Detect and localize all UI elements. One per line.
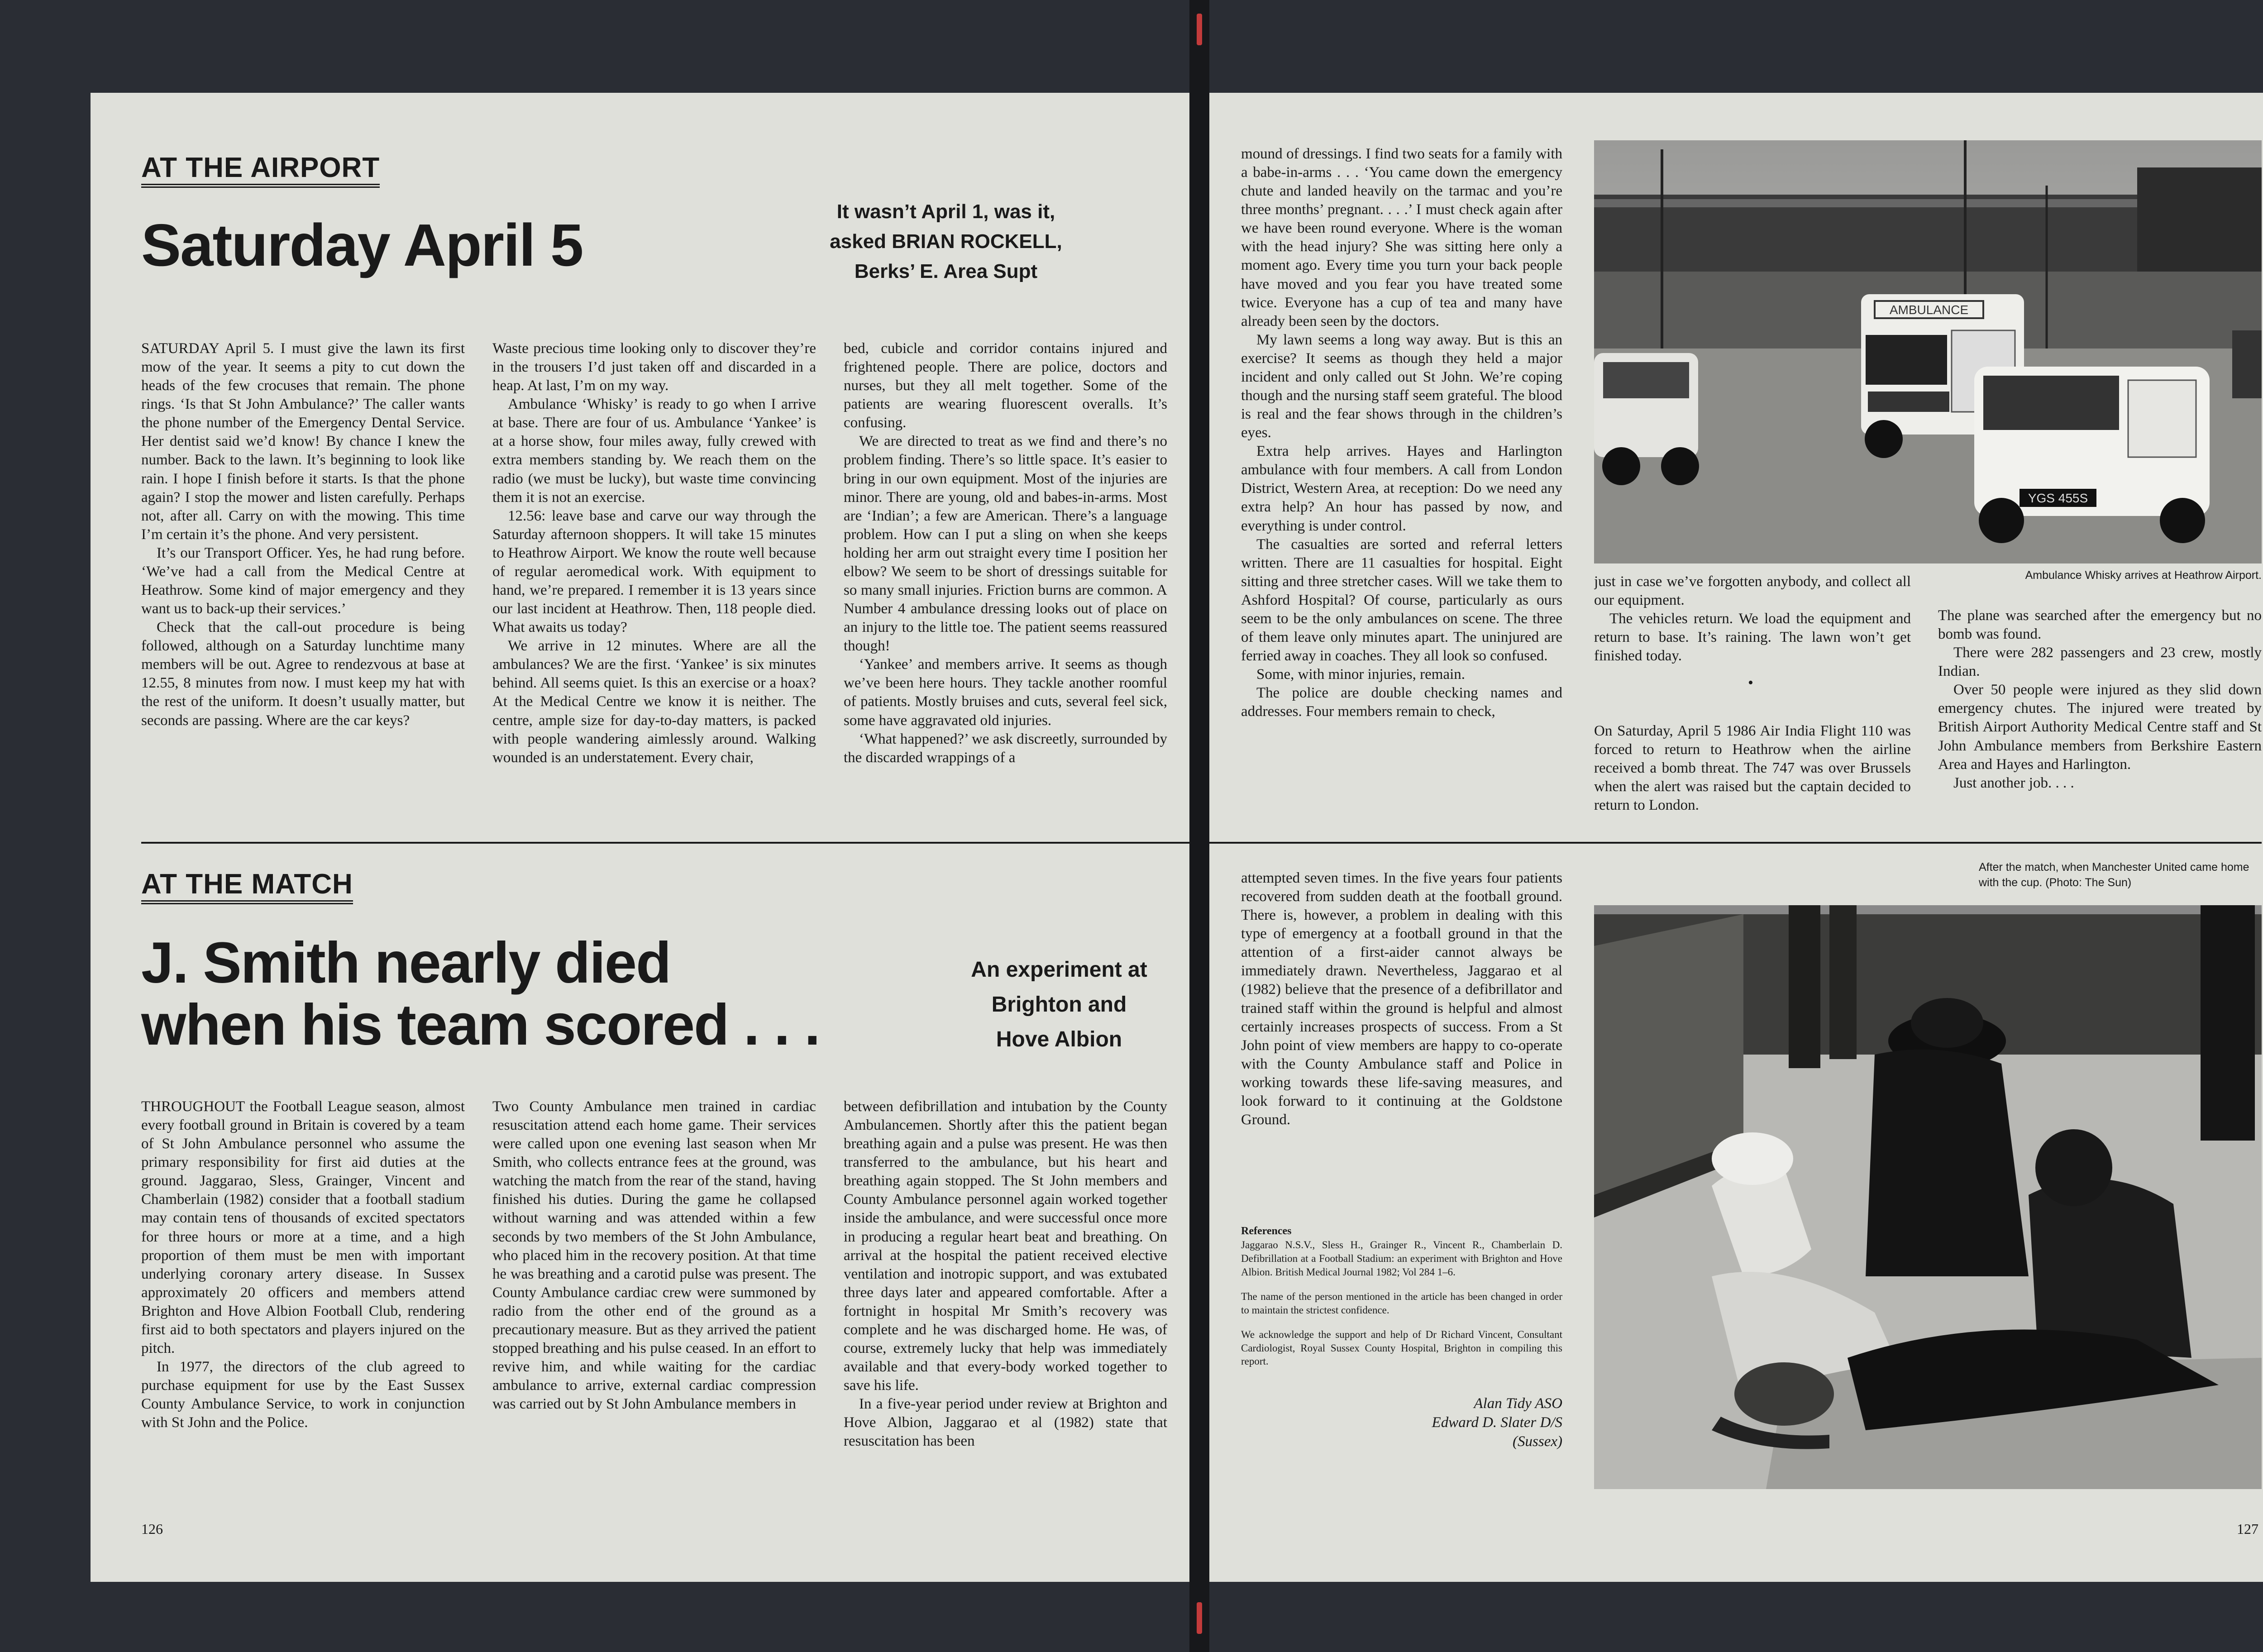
paragraph: SATURDAY April 5. I must give the lawn its first mow of the year. It seems a pity to cut down the heads of the few crocuses that remain. The phone rings. ‘Is that St John Ambulance?’ The caller wants the phone number of the Emergency Dental Service. Her dentist said we’d know! By chance I knew the number. Back to the lawn. It’s beginning to look like rain. I hope I finish before it starts. Is that the phone again? I stop the mower and listen carefully. Perhaps not, after all. Carry on with the mowing. This time I’m certain it’s the phone. And very persistent.: [141, 340, 465, 543]
paragraph: The plane was searched after the emergency but no bomb was found.: [1938, 607, 2262, 643]
section-kicker-match: AT THE MATCH: [141, 870, 353, 904]
paragraph: ‘What happened?’ we ask discreetly, surrounded by the discarded wrappings of a: [844, 731, 1167, 766]
headline-match: [141, 932, 820, 1056]
article-column: [1241, 869, 1562, 1258]
paragraph: It’s our Transport Officer. Yes, he had rung before. ‘We’ve had a call from the Medical Centre at Heathrow. Some kind of major emergency and they want us to back-up their services.’: [141, 544, 465, 617]
paragraph: Some, with minor injuries, remain.: [1256, 666, 1466, 683]
article-column: [844, 339, 1167, 923]
article-column: [141, 1098, 465, 1573]
deck-line: It wasn’t April 1, was it,: [836, 201, 1055, 223]
references-text: Jaggarao N.S.V., Sless H., Grainger R., Vincent R., Chamberlain D. Defibrillation at a Football Stadium: an experiment with Brighton and Hove Albion. British Medical Journal 1982; Vol 284 1–6.: [1241, 1239, 1562, 1278]
paragraph: The vehicles return. We load the equipment and return to base. It’s raining. The lawn won’t get finished today.: [1594, 611, 1911, 664]
sidebar-text: On Saturday, April 5 1986 Air India Flight 110 was forced to return to Heathrow when the airline received a bomb threat. The 747 was over Brussels when the alert was raised but the captain decided to return to London.: [1594, 723, 1911, 814]
paragraph: Over 50 people were injured as they slid down emergency chutes. The injured were treated by British Airport Authority Medical Centre staff and St John Ambulance members from Berkshire Eastern Area and Hayes and Harlington.: [1938, 682, 2262, 773]
paragraph: In a five-year period under review at Brighton and Hove Albion, Jaggarao et al (1982) state that resuscitation has been: [844, 1396, 1167, 1450]
photo-caption: Ambulance Whisky arrives at Heathrow Airport.: [2025, 569, 2262, 582]
deck-match: [941, 953, 1177, 1057]
paragraph: Check that the call-out procedure is being followed, although on a Saturday lunchtime many members will be out. Agree to rendezvous at base at 12.55, 8 minutes from now. I must keep my hat with the rest of the uniform. It doesn’t usually matter, but seconds are passing. Where are the car keys?: [141, 619, 465, 729]
ambulance-roof-sign: AMBULANCE: [1889, 303, 1969, 317]
section-divider: [141, 842, 1189, 844]
binding-thread: [1197, 14, 1202, 45]
deck-airport: [774, 197, 1118, 286]
separator-bullet: •: [1748, 674, 1753, 691]
headline-line: when his team scored . . .: [141, 992, 820, 1057]
paragraph: 12.56: leave base and carve our way through the Saturday afternoon shoppers. It will take 15 minutes to Heathrow Airport. We know the route well because of regular aeromedical work. With equipment to hand, we’re prepared. I remember it is 13 years since our last incident at Heathrow. Then, 118 people died. What awaits us today?: [492, 507, 816, 636]
paragraph: Ambulance ‘Whisky’ is ready to go when I arrive at base. There are four of us. Ambulance ‘Yankee’ is at a horse show, four miles away, fully crewed with extra members standing by. We reach them on the radio (we must be lucky), but waste time convincing them it is not an exercise.: [492, 396, 816, 506]
page-number: 127: [2237, 1521, 2258, 1537]
paragraph: Extra help arrives. Hayes and Harlington ambulance with four members. A call from London District, Western Area, at reception: Do we need any extra help? An hour has passed by now, and everything is under control.: [1241, 443, 1562, 534]
article-column: [141, 339, 465, 923]
paragraph: Waste precious time looking only to discover they’re in the trousers I’d just taken off and discarded in a heap. At last, I’m on my way.: [492, 340, 816, 394]
paragraph: bed, cubicle and corridor contains injured and frightened people. There are police, doctors and nurses, but they all melt together. Some of the patients are wearing fluorescent overalls. It’s confusing.: [844, 340, 1167, 431]
ambulance-photo: [1594, 140, 2262, 563]
deck-line: Berks’ E. Area Supt: [854, 260, 1038, 282]
page-number: 126: [141, 1521, 163, 1537]
book-spine: [1189, 0, 1209, 1652]
paragraph: There were 282 passengers and 23 crew, mostly Indian.: [1938, 645, 2262, 680]
first-aid-photo: [1594, 905, 2262, 1489]
paragraph: just in case we’ve forgotten anybody, and collect all our equipment.: [1594, 573, 1911, 609]
paragraph: THROUGHOUT the Football League season, almost every football ground in Britain is covered by a team of St John Ambulance personnel who assume the primary responsibility for first aid duties at the ground. Jaggarao, Sless, Grainger, Vincent and Chamberlain (1982) consider that a football stadium may contain tens of thousands of excited spectators for three hours or more at a time, and a high proportion of them must be men with important underlying coronary artery disease. In Sussex approximately 20 officers and members attend Brighton and Hove Albion Football Club, rendering first aid to both spectators and players injured on the pitch.: [141, 1098, 465, 1357]
deck-line: Brighton and: [991, 992, 1127, 1017]
photo-caption: After the match, when Manchester United came home with the cup. (Photo: The Sun): [1979, 861, 2249, 889]
signature-line: Alan Tidy ASO: [1474, 1395, 1562, 1412]
article-column: [492, 339, 816, 923]
headline-airport: Saturday April 5: [141, 212, 583, 278]
signature-line: (Sussex): [1513, 1433, 1562, 1450]
right-page: [1209, 93, 2263, 1582]
section-divider: [1209, 842, 2262, 844]
paragraph: Two County Ambulance men trained in cardiac resuscitation attend each home game. Their services were called upon one evening last season when Mr Smith, who collects entrance fees at the ground, was watching the match from the rear of the stand, having finished his duties. During the game he collapsed without warning and was attended within a few seconds by two members of the St John Ambulance, who placed him in the recovery position. At that time he was breathing and a carotid pulse was present. The County Ambulance cardiac crew were summoned by radio from the other end of the ground as a precautionary measure. But as they arrived the patient stopped breathing and his pulse ceased. In an effort to revive him, and while waiting for the cardiac ambulance to arrive, external cardiac compression was carried out by St John Ambulance members in: [492, 1098, 816, 1413]
binding-thread: [1197, 1602, 1202, 1634]
deck-line: An experiment at: [971, 958, 1147, 982]
confidentiality-note: The name of the person mentioned in the article has been changed in order to maintain the strictest confidence.: [1241, 1290, 1562, 1316]
paragraph: The casualties are sorted and referral letters written. There are 11 casualties for hospital. Eight sitting and three stretcher cases. Will we take them to Ashford Hospital? Of course, particularly as ours seem to be the only ambulances on scene. The three of them leave only minutes apart. The uninjured are ferried away in coaches. They all look so confused.: [1241, 536, 1562, 664]
paragraph: Just another job. . . .: [1953, 774, 2074, 791]
paragraph: attempted seven times. In the five years four patients recovered from sudden death at the football ground. There is, however, a problem in dealing with this type of emergency at a football ground in that the attention of a first-aider cannot always be immediately drawn. Nevertheless, Jaggarao et al (1982) believe that the presence of a defibrillator and trained staff within the ground is helpful and almost certainly increases prospects of success. From a St John point of view members are happy to co-operate with the County Ambulance staff and Police in working towards these life-saving measures, and look forward to it continuing at the Goldstone Ground.: [1241, 870, 1562, 1128]
references: [1241, 1224, 1562, 1368]
paragraph: between defibrillation and intubation by the County Ambulancemen. Shortly after this the patient began breathing again and a pulse was present. He was then transferred to the ambulance, but his heart and breathing again stopped. The St John members and County Ambulance personnel again worked together inside the ambulance, and were successful once more in producing a regular heart beat and breathing. On arrival at the hospital the patient received elective ventilation and inotropic support, and was extubated three days later and appeared comfortable. After a fortnight in hospital Mr Smith’s recovery was complete and he was discharged home. He was, of course, extremely lucky that help was immediately available and that every-body worked together to save his life.: [844, 1098, 1167, 1394]
article-column: [844, 1098, 1167, 1573]
references-title: References: [1241, 1225, 1292, 1237]
paragraph: The police are double checking names and addresses. Four members remain to check,: [1241, 685, 1562, 720]
article-column: [1241, 145, 1562, 842]
headline-line: J. Smith nearly died: [141, 931, 671, 995]
number-plate: YGS 455S: [2028, 491, 2088, 505]
paragraph: In 1977, the directors of the club agreed to purchase equipment for use by the East Sussex County Ambulance Service, to work in conjunction with St John and the Police.: [141, 1359, 465, 1431]
article-column: [492, 1098, 816, 1573]
article-column: [1938, 606, 2262, 842]
paragraph: My lawn seems a long way away. But is this an exercise? It seems as though they held a major incident and only called out St John. We’re coping though and the nursing staff seem grateful. The blood is real and the fear shows through in the children’s eyes.: [1241, 331, 1562, 441]
author-signature: [1241, 1394, 1562, 1451]
sidebar-box: [1594, 722, 1911, 835]
first-aid-photo-drawing: [1594, 905, 2262, 1489]
left-page: [91, 93, 1189, 1582]
deck-line: asked BRIAN ROCKELL,: [830, 230, 1062, 253]
paragraph: ‘Yankee’ and members arrive. It seems as though we’ve been here hours. They tackle another roomful of patients. Mostly bruises and cuts, several feel sick, some have aggravated old injuries.: [844, 656, 1167, 729]
signature-line: Edward D. Slater D/S: [1432, 1414, 1562, 1431]
paragraph: We are directed to treat as we find and there’s no problem finding. There’s so little space. It’s easier to bring in our own equipment. Most of the injuries are minor. There are young, old and babes-in-arms. Most are ‘Indian’; a few are American. There’s a language problem. How can I put a sling on when she keeps holding her arm out straight every time I position her elbow? We seem to be short of dressings suitable for so many small injuries. Friction burns are common. A Number 4 ambulance dressing looks out of place on an injury to the little toe. The patient seems reassured though!: [844, 433, 1167, 654]
acknowledgement-note: We acknowledge the support and help of Dr Richard Vincent, Consultant Cardiologist, Royal Sussex County Hospital, Brighton in compiling this report.: [1241, 1328, 1562, 1367]
ambulance-photo-drawing: [1594, 140, 2262, 563]
deck-line: Hove Albion: [996, 1027, 1122, 1051]
paragraph: We arrive in 12 minutes. Where are all the ambulances? We are the first. ‘Yankee’ is six minutes behind. All seems quiet. Is this an exercise or a hoax? At the Medical Centre we know it is neither. The centre, ample size for day-to-day matters, is packed with people wandering aimlessly around. Walking wounded is an understatement. Every chair,: [492, 638, 816, 766]
section-kicker-airport: AT THE AIRPORT: [141, 154, 380, 188]
paragraph: mound of dressings. I find two seats for a family with a babe-in-arms . . . ‘You came down the emergency chute and landed heavily on the tarmac and you’re three months’ pregnant. . . .’ I must check again after we have been round everyone. Where is the woman with the head injury? She was sitting here only a moment ago. Every time you turn your back people have moved and you fear you have treated some twice. Everyone has a cup of tea and many have already been seen by the doctors.: [1241, 146, 1562, 329]
